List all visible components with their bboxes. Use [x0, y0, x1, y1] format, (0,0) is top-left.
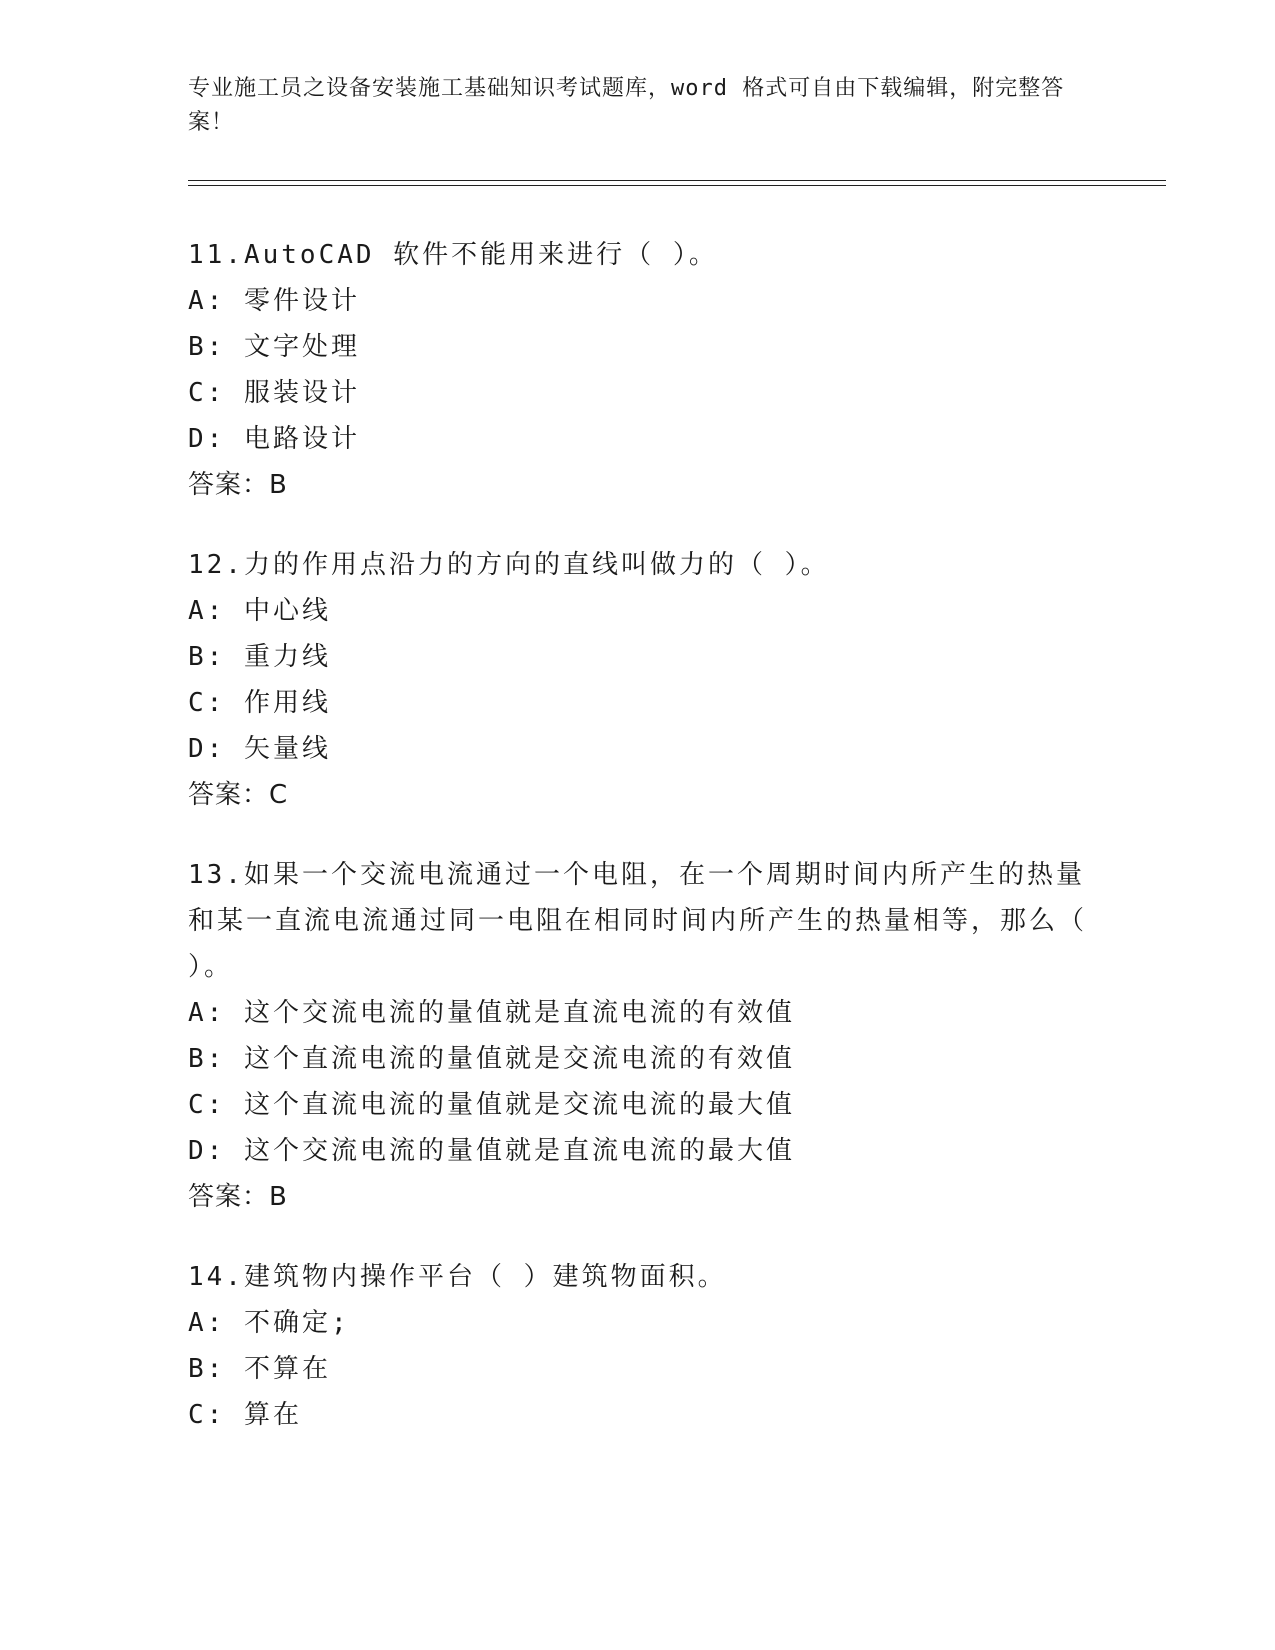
answer: 答案：C: [188, 780, 289, 810]
option-d: D: 矢量线: [188, 734, 331, 764]
question-list: [188, 232, 1088, 1472]
option-c: C: 算在: [188, 1400, 302, 1430]
document-header: 专业施工员之设备安装施工基础知识考试题库，word 格式可自由下载编辑，附完整答案！: [188, 76, 1065, 135]
option-a: A: 不确定;: [188, 1308, 350, 1338]
option-b: B: 重力线: [188, 642, 331, 672]
answer: 答案：B: [188, 470, 288, 500]
option-c: C: 服装设计: [188, 378, 360, 408]
option-c: C: 作用线: [188, 688, 331, 718]
option-d: D: 电路设计: [188, 424, 360, 454]
option-b: B: 这个直流电流的量值就是交流电流的有效值: [188, 1044, 795, 1074]
question-11: [188, 232, 1088, 508]
option-b: B: 不算在: [188, 1354, 331, 1384]
question-text: 11.AutoCAD 软件不能用来进行（ ）。: [188, 240, 718, 270]
question-text: 14.建筑物内操作平台（ ）建筑物面积。: [188, 1262, 727, 1292]
option-d: D: 这个交流电流的量值就是直流电流的最大值: [188, 1136, 795, 1166]
header-divider-top: [188, 180, 1166, 181]
answer: 答案：B: [188, 1182, 288, 1212]
option-a: A: 零件设计: [188, 286, 360, 316]
question-12: [188, 542, 1088, 818]
option-a: A: 中心线: [188, 596, 331, 626]
question-text: 13.如果一个交流电流通过一个电阻，在一个周期时间内所产生的热量和某一直流电流通过同一电阻在相同时间内所产生的热量相等，那么（ ）。: [188, 860, 1088, 982]
question-13: [188, 852, 1088, 1220]
question-14: [188, 1254, 1088, 1438]
option-a: A: 这个交流电流的量值就是直流电流的有效值: [188, 998, 795, 1028]
header-divider-bottom: [188, 185, 1166, 186]
question-text: 12.力的作用点沿力的方向的直线叫做力的（ ）。: [188, 550, 830, 580]
option-c: C: 这个直流电流的量值就是交流电流的最大值: [188, 1090, 795, 1120]
option-b: B: 文字处理: [188, 332, 360, 362]
